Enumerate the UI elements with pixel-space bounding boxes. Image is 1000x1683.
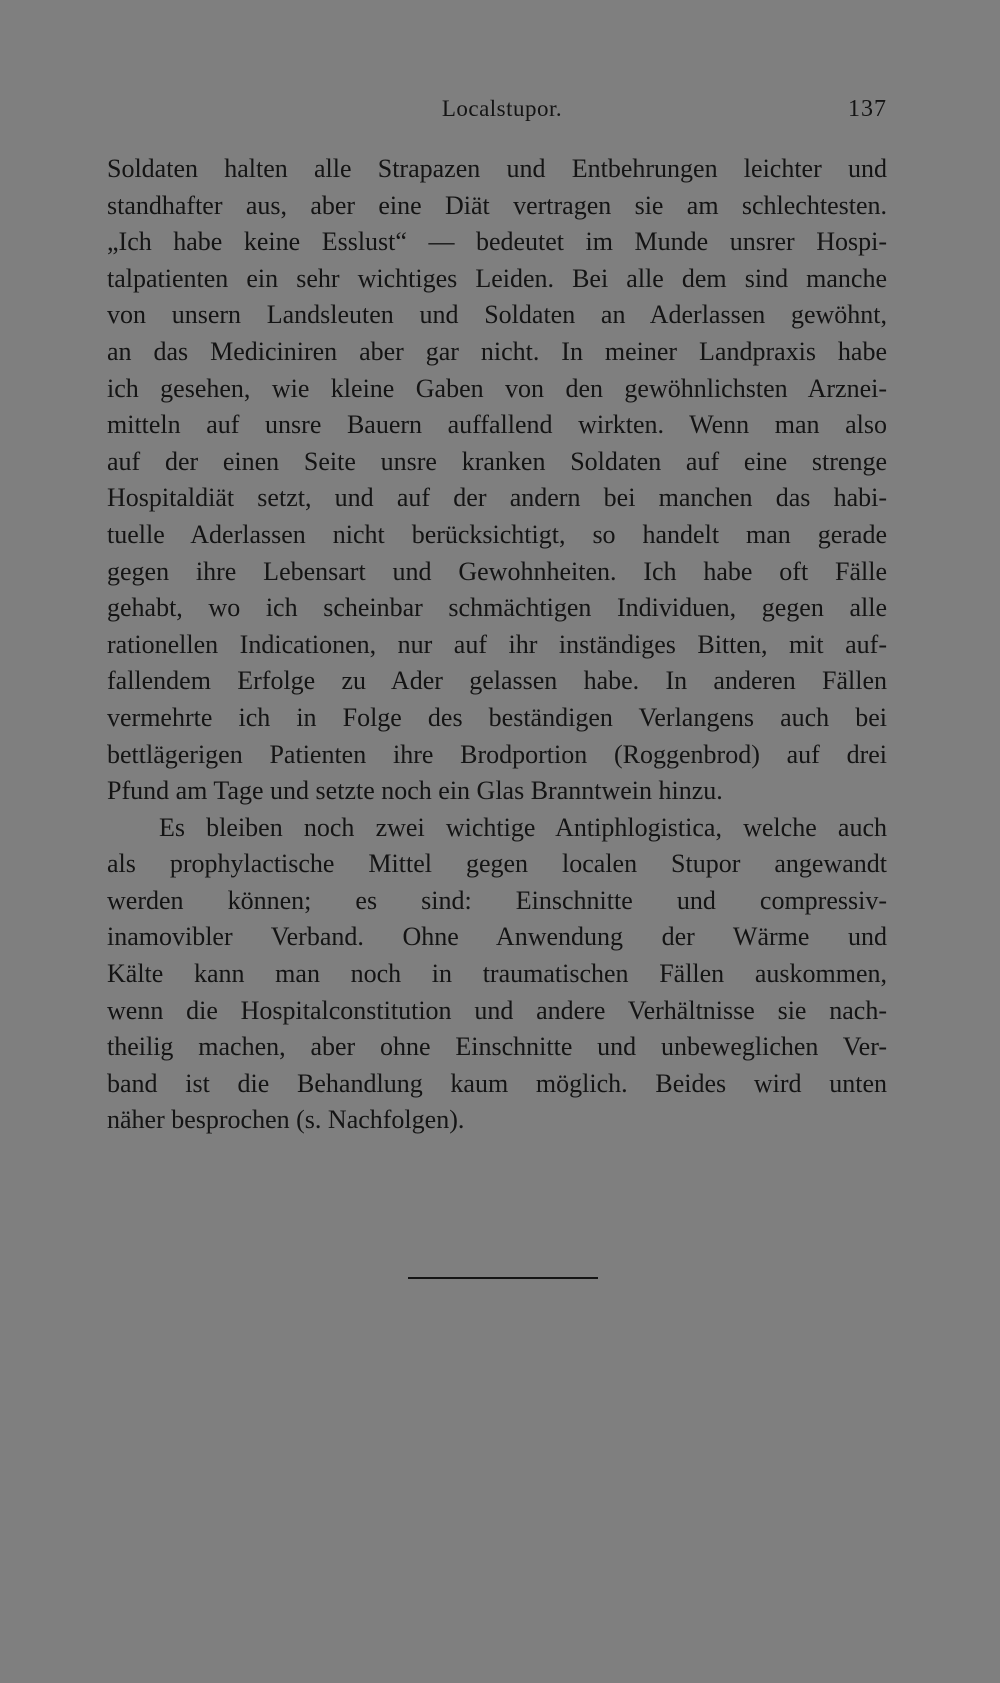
- text-line: bettlägerigen Patienten ihre Brodportion (Roggenbrod) auf drei: [107, 739, 887, 769]
- running-title: Localstupor.: [441, 96, 563, 121]
- page-number: 137: [848, 96, 887, 122]
- text-line: wenn die Hospitalconstitution und andere Verhältnisse sie nach-: [107, 995, 887, 1025]
- paragraph: [107, 810, 887, 1139]
- text-line: gehabt, wo ich scheinbar schmächtigen Individuen, gegen alle: [107, 593, 887, 623]
- body-text: [107, 151, 887, 1139]
- running-head: [107, 96, 887, 128]
- text-line: Hospitaldiät setzt, und auf der andern bei manchen das habi-: [107, 483, 887, 513]
- text-line: theilig machen, aber ohne Einschnitte und unbeweglichen Ver-: [107, 1032, 887, 1062]
- text-line: Es bleiben noch zwei wichtige Antiphlogistica, welche auch: [159, 812, 887, 842]
- text-line: als prophylactische Mittel gegen localen Stupor angewandt: [107, 849, 887, 879]
- text-line: von unsern Landsleuten und Soldaten an Aderlassen gewöhnt,: [107, 300, 887, 330]
- text-line: gegen ihre Lebensart und Gewohnheiten. Ich habe oft Fälle: [107, 556, 887, 586]
- text-line: „Ich habe keine Esslust“ — bedeutet im Munde unsrer Hospi-: [107, 227, 887, 257]
- paragraph: [107, 151, 887, 810]
- text-line: vermehrte ich in Folge des beständigen Verlangens auch bei: [107, 702, 887, 732]
- text-line: Kälte kann man noch in traumatischen Fällen auskommen,: [107, 959, 887, 989]
- text-line: rationellen Indicationen, nur auf ihr inständiges Bitten, mit auf-: [107, 629, 887, 659]
- text-line: werden können; es sind: Einschnitte und compressiv-: [107, 885, 887, 915]
- text-line: mitteln auf unsre Bauern auffallend wirkten. Wenn man also: [107, 410, 887, 440]
- text-line: Pfund am Tage und setzte noch ein Glas Branntwein hinzu.: [107, 776, 723, 806]
- text-line: ich gesehen, wie kleine Gaben von den gewöhnlichsten Arznei-: [107, 373, 887, 403]
- text-line: talpatienten ein sehr wichtiges Leiden. Bei alle dem sind manche: [107, 263, 887, 293]
- text-line: band ist die Behandlung kaum möglich. Beides wird unten: [107, 1068, 887, 1098]
- text-line: tuelle Aderlassen nicht berücksichtigt, so handelt man gerade: [107, 519, 887, 549]
- text-line: auf der einen Seite unsre kranken Soldaten auf eine strenge: [107, 446, 887, 476]
- section-divider-rule: [408, 1277, 598, 1279]
- text-line: an das Mediciniren aber gar nicht. In meiner Landpraxis habe: [107, 336, 887, 366]
- text-line: inamovibler Verband. Ohne Anwendung der Wärme und: [107, 922, 887, 952]
- text-line: fallendem Erfolge zu Ader gelassen habe. In anderen Fällen: [107, 666, 887, 696]
- text-line: standhafter aus, aber eine Diät vertragen sie am schlechtesten.: [107, 190, 887, 220]
- text-line: näher besprochen (s. Nachfolgen).: [107, 1105, 465, 1135]
- text-line: Soldaten halten alle Strapazen und Entbehrungen leichter und: [107, 154, 887, 183]
